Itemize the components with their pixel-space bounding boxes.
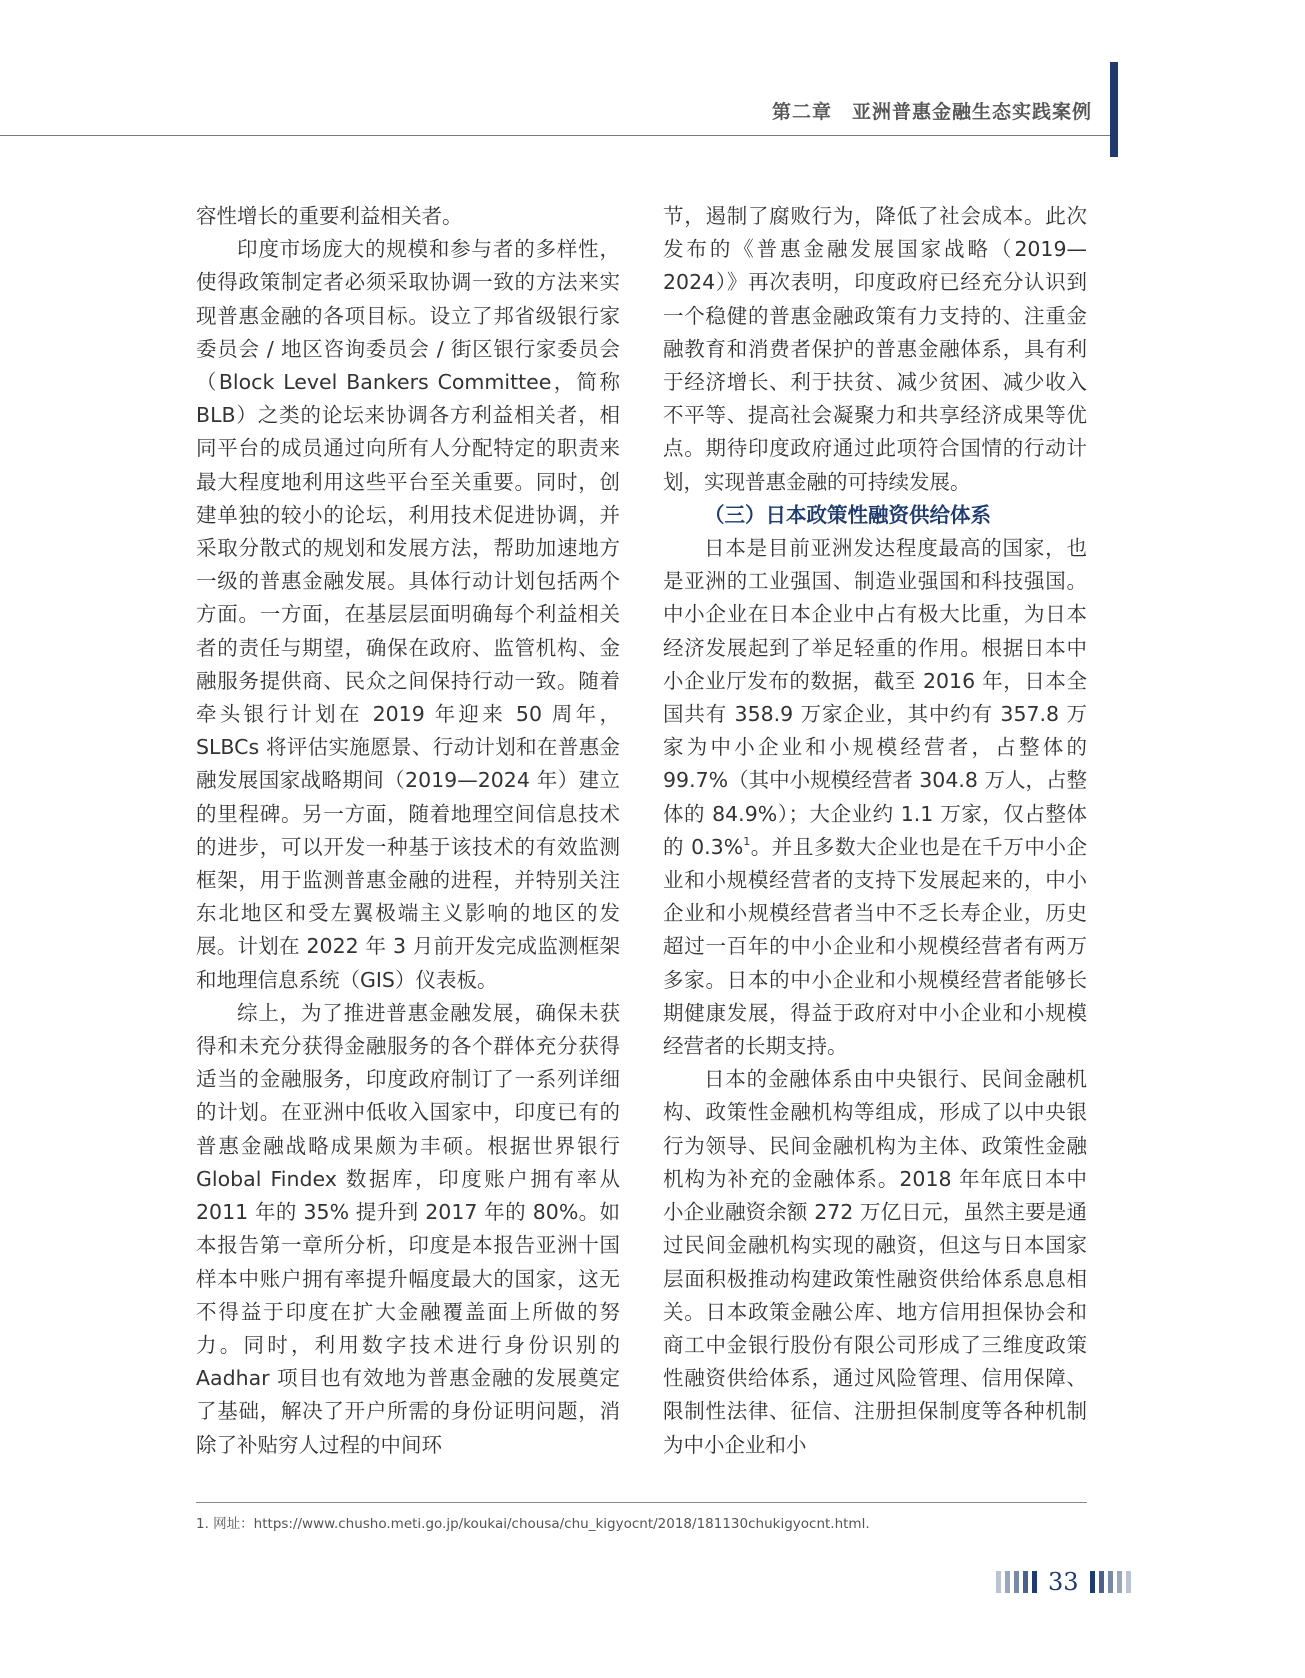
header-rule (0, 135, 1110, 136)
paragraph: 日本的金融体系由中央银行、民间金融机构、政策性金融机构等组成，形成了以中央银行为领导、民间金融机构为主体、政策性金融机构为补充的金融体系。2018 年年底日本中小企业融资余额 272 万亿日元，虽然主要是通过民间金融机构实现的融资，但这与日本国家层面积极推动构建政策性融资供给体系息息相关。日本政策金融公库、地方信用担保协会和商工中金银行股份有限公司形成了三维度政策性融资供给体系，通过风险管理、信用保障、限制性法律、征信、注册担保制度等各种机制为中小企业和小 (663, 1067, 1087, 1457)
right-column (663, 200, 1087, 1462)
footnote: 1. 网址：https://www.chusho.meti.go.jp/koukai/chousa/chu_kigyocnt/2018/181130chukigyocnt.html. (196, 1516, 870, 1532)
paragraph (663, 532, 1087, 1063)
footnote-marker[interactable]: 1 (743, 834, 751, 848)
decorative-stripes-icon (1090, 1571, 1131, 1593)
header-accent-bar (1110, 62, 1118, 157)
paragraph-text: 日本是目前亚洲发达程度最高的国家，也是亚洲的工业强国、制造业强国和科技强国。中小企业在日本企业中占有极大比重，为日本经济发展起到了举足轻重的作用。根据日本中小企业厅发布的数据，截至 2016 年，日本全国共有 358.9 万家企业，其中约有 357.8 万家为中小企业和小规模经营者，占整体的 99.7%（其中小规模经营者 304.8 万人，占整体的 84.9%）；大企业约 1.1 万家，仅占整体的 0.3% (663, 536, 1087, 859)
page-number: 33 (1048, 1568, 1079, 1596)
footnote-rule (196, 1502, 1087, 1503)
paragraph: 印度市场庞大的规模和参与者的多样性，使得政策制定者必须采取协调一致的方法来实现普惠金融的各项目标。设立了邦省级银行家委员会 / 地区咨询委员会 / 街区银行家委员会（Block Level Bankers Committee，简称 BLB）之类的论坛来协调各方利益相关者，相同平台的成员通过向所有人分配特定的职责来最大程度地利用这些平台至关重要。同时，创建单独的较小的论坛，利用技术促进协调，并采取分散式的规划和发展方法，帮助加速地方一级的普惠金融发展。具体行动计划包括两个方面。一方面，在基层层面明确每个利益相关者的责任与期望，确保在政府、监管机构、金融服务提供商、民众之间保持行动一致。随着牵头银行计划在 2019 年迎来 50 周年，SLBCs 将评估实施愿景、行动计划和在普惠金融发展国家战略期间（2019—2024 年）建立的里程碑。另一方面，随着地理空间信息技术的进步，可以开发一种基于该技术的有效监测框架，用于监测普惠金融的进程，并特别关注东北地区和受左翼极端主义影响的地区的发展。计划在 2022 年 3 月前开发完成监测框架和地理信息系统（GIS）仪表板。 (196, 237, 620, 992)
left-column (196, 200, 620, 1462)
decorative-stripes-icon (996, 1571, 1037, 1593)
chapter-title: 第二章 亚洲普惠金融生态实践案例 (771, 101, 1092, 123)
paragraph-text: 。并且多数大企业也是在千万中小企业和小规模经营者的支持下发展起来的，中小企业和小规模经营者当中不乏长寿企业，历史超过一百年的中小企业和小规模经营者有两万多家。日本的中小企业和小规模经营者能够长期健康发展，得益于政府对中小企业和小规模经营者的长期支持。 (663, 834, 1087, 1059)
paragraph: 综上，为了推进普惠金融发展，确保未获得和未充分获得金融服务的各个群体充分获得适当的金融服务，印度政府制订了一系列详细的计划。在亚洲中低收入国家中，印度已有的普惠金融战略成果颇为丰硕。根据世界银行 Global Findex 数据库，印度账户拥有率从 2011 年的 35% 提升到 2017 年的 80%。如本报告第一章所分析，印度是本报告亚洲十国样本中账户拥有率提升幅度最大的国家，这无不得益于印度在扩大金融覆盖面上所做的努力。同时，利用数字技术进行身份识别的 Aadhar 项目也有效地为普惠金融的发展奠定了基础，解决了开户所需的身份证明问题，消除了补贴穷人过程的中间环 (196, 1000, 620, 1457)
paragraph: 节，遏制了腐败行为，降低了社会成本。此次发布的《普惠金融发展国家战略（2019—2024）》再次表明，印度政府已经充分认识到一个稳健的普惠金融政策有力支持的、注重金融教育和消费者保护的普惠金融体系，具有利于经济增长、利于扶贫、减少贫困、减少收入不平等、提高社会凝聚力和共享经济成果等优点。期待印度政府通过此项符合国情的行动计划，实现普惠金融的可持续发展。 (663, 204, 1087, 494)
paragraph: 容性增长的重要利益相关者。 (196, 204, 463, 228)
page-footer (996, 1568, 1131, 1596)
section-heading: （三）日本政策性融资供给体系 (704, 502, 991, 527)
